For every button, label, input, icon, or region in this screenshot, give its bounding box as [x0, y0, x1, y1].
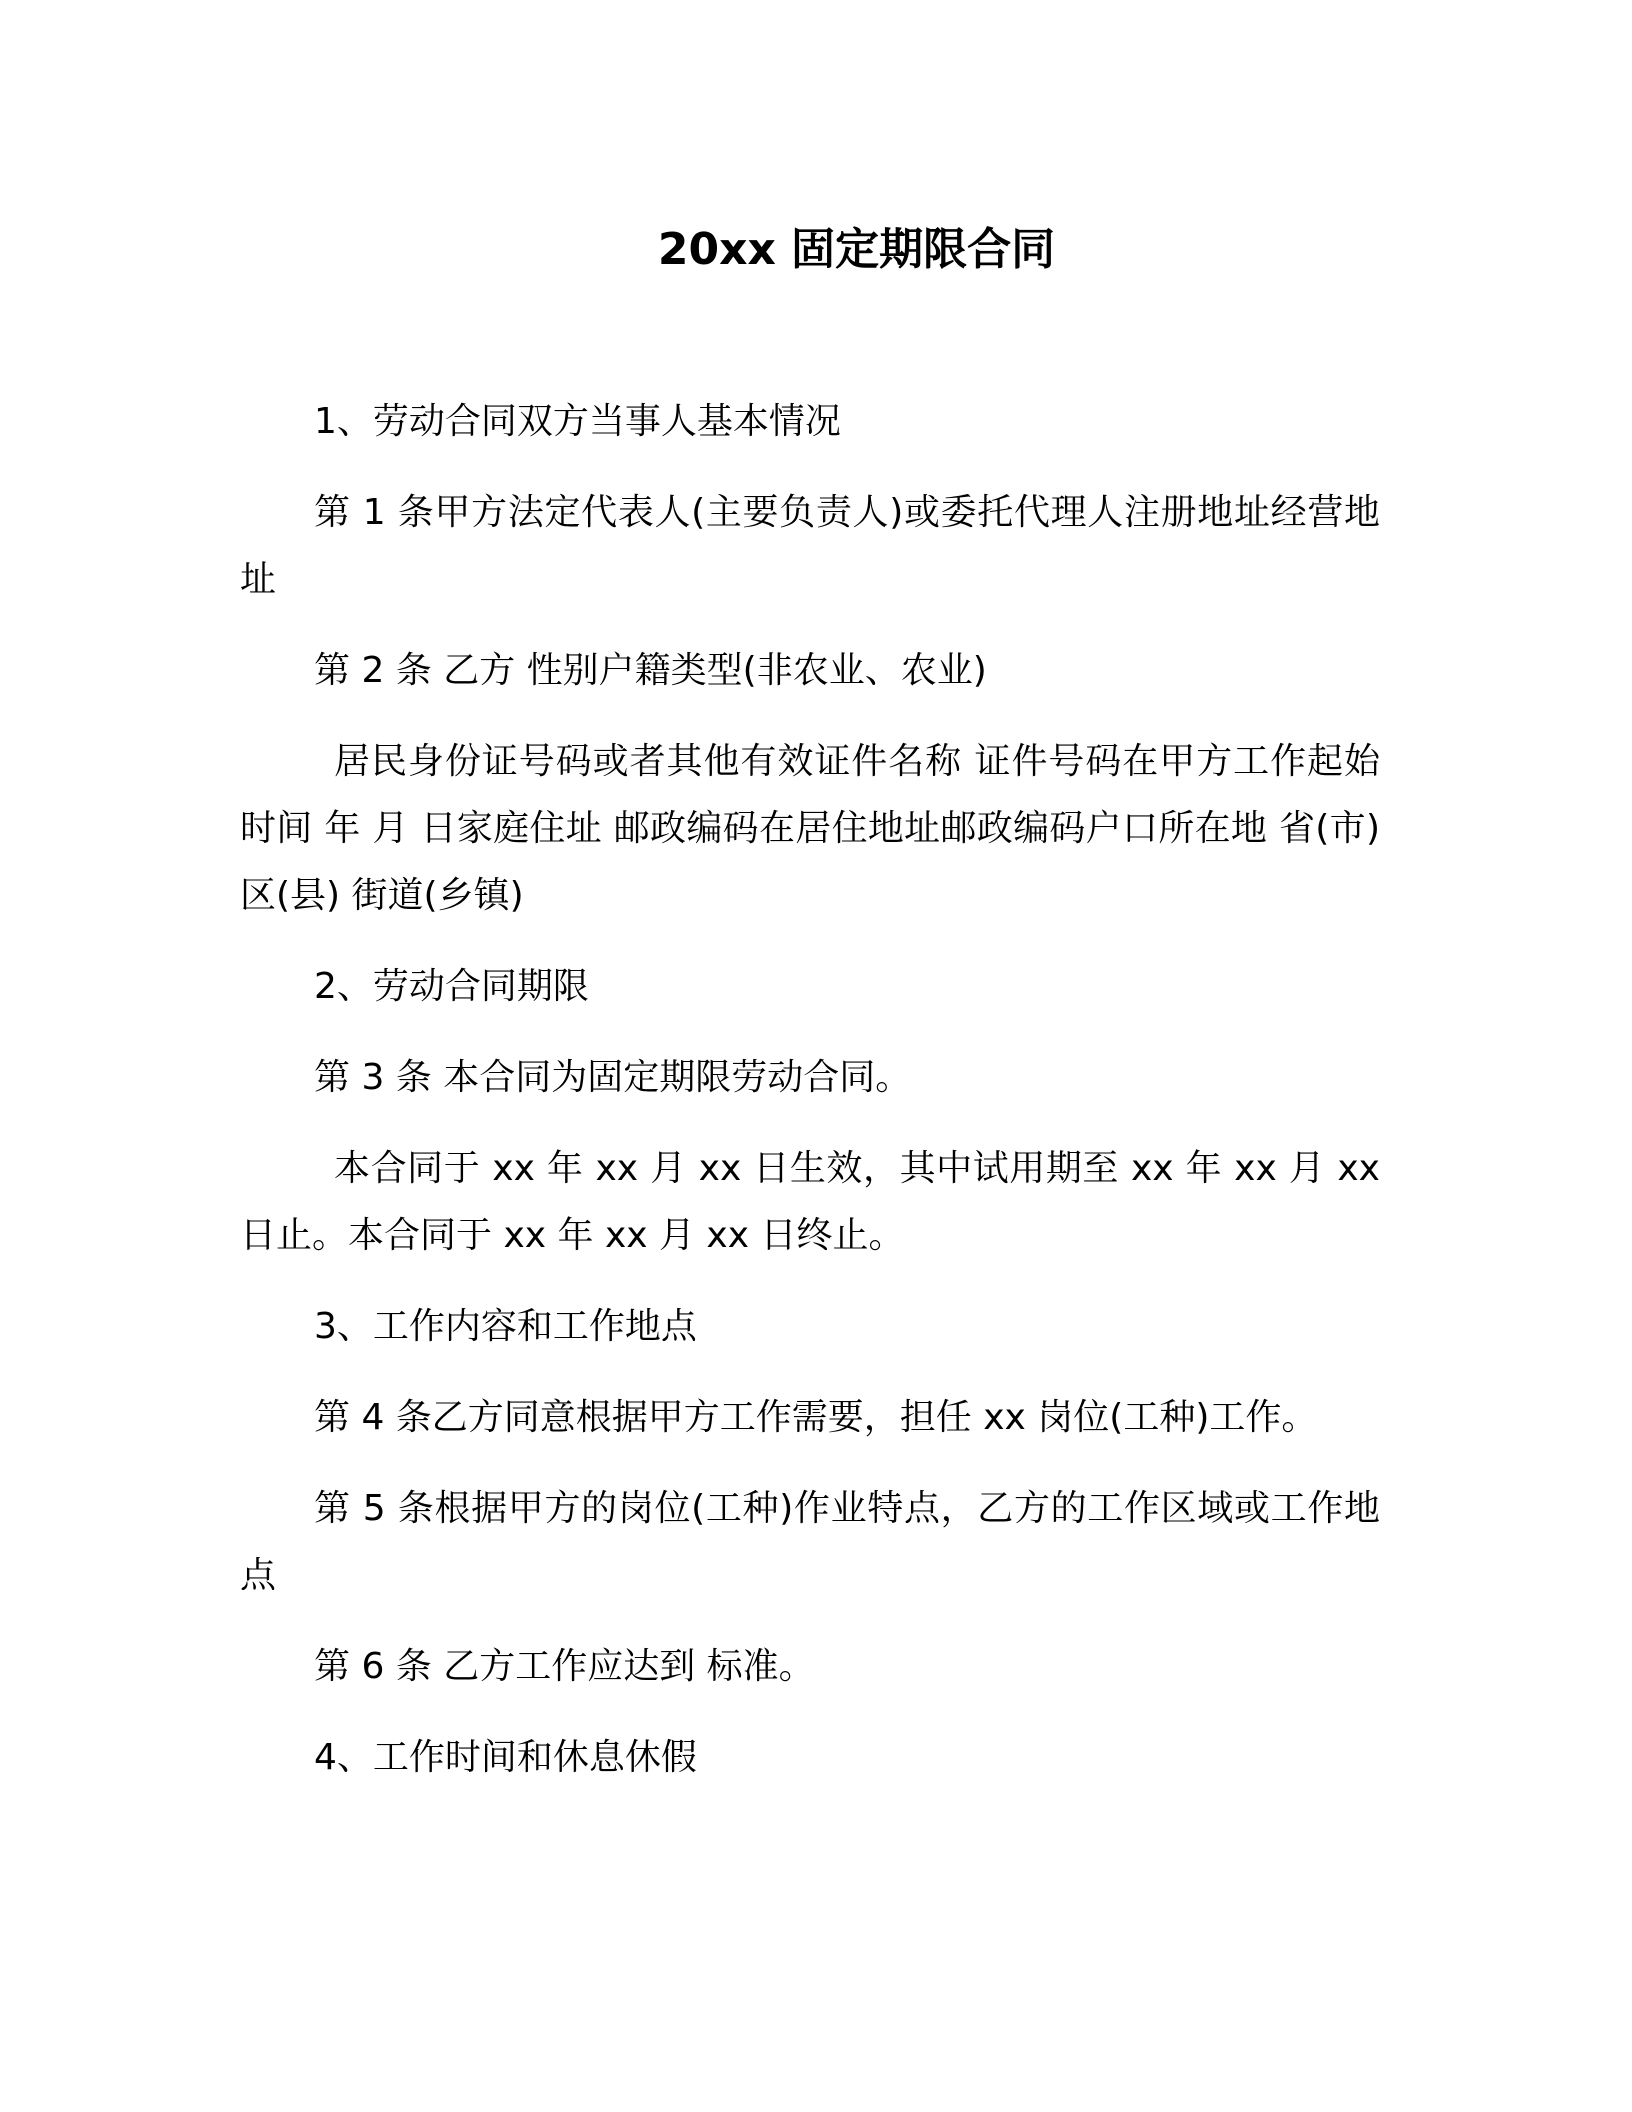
- article-4: 第 4 条乙方同意根据甲方工作需要，担任 xx 岗位(工种)工作。: [314, 1397, 1318, 1438]
- article-5: 第 5 条根据甲方的岗位(工种)作业特点，乙方的工作区域或工作地点: [240, 1488, 1380, 1596]
- section-heading-3: 3、工作内容和工作地点: [314, 1306, 697, 1347]
- article-6: 第 6 条 乙方工作应达到 标准。: [314, 1646, 815, 1687]
- section-heading-2: 2、劳动合同期限: [314, 966, 589, 1007]
- document-body: [240, 388, 1380, 1815]
- section-heading-4: 4、工作时间和休息休假: [314, 1737, 697, 1778]
- section-heading-1: 1、劳动合同双方当事人基本情况: [314, 401, 841, 442]
- article-2-details: 居民身份证号码或者其他有效证件名称 证件号码在甲方工作起始时间 年 月 日家庭住址 邮政编码在居住地址邮政编码户口所在地 省(市)区(县) 街道(乡镇): [240, 741, 1380, 916]
- document-title: 20xx 固定期限合同: [657, 224, 1056, 275]
- article-3: 第 3 条 本合同为固定期限劳动合同。: [314, 1057, 912, 1098]
- article-2: 第 2 条 乙方 性别户籍类型(非农业、农业): [314, 650, 987, 691]
- article-1: 第 1 条甲方法定代表人(主要负责人)或委托代理人注册地址经营地址: [240, 492, 1380, 600]
- article-3-details: 本合同于 xx 年 xx 月 xx 日生效，其中试用期至 xx 年 xx 月 xx 日止。本合同于 xx 年 xx 月 xx 日终止。: [240, 1148, 1380, 1256]
